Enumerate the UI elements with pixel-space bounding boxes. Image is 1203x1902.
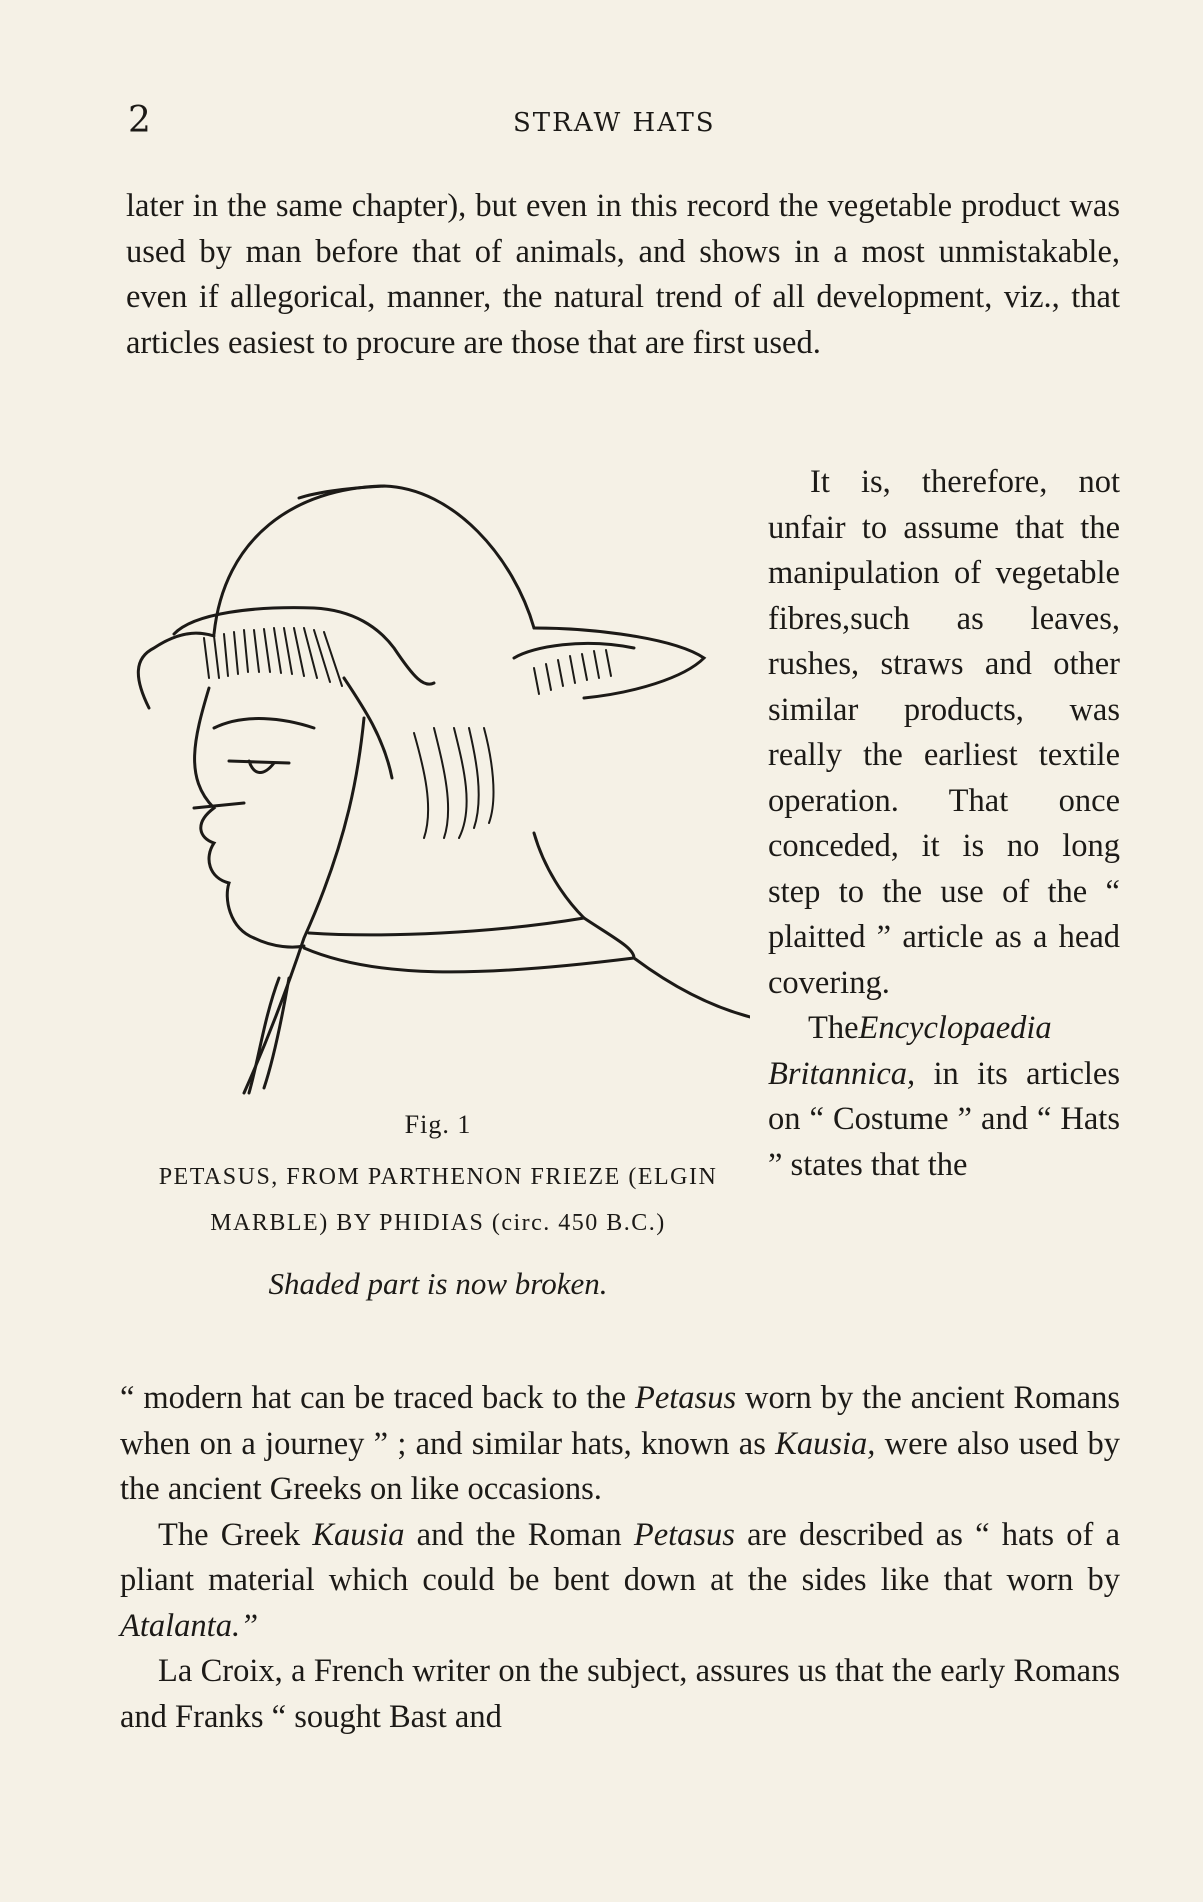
figure-note: Shaded part is now broken.: [268, 1266, 608, 1301]
brim-hatching: [204, 628, 611, 838]
running-title: STRAW HATS: [513, 108, 716, 138]
term-petasus: Petasus: [635, 1380, 737, 1416]
neck-back: [534, 833, 584, 918]
side-paragraph-2: [768, 1006, 1120, 1188]
paragraph-top: later in the same chapter), but even in this record the vegetable product was used by man before that of animals, and shows in a most unmistakable, even if allegorical, manner, the natural trend of all development, viz., that articles easiest to procure are those that are first used.: [126, 188, 1120, 361]
term-petasus-2: Petasus: [633, 1516, 735, 1553]
p2-c: are described as “ hats of a pliant material which could be bent down at the sides like that worn by: [120, 1516, 1121, 1598]
p2-a: The Greek: [158, 1516, 313, 1553]
side-paragraph-1: It is, therefore, not unfair to assume that the manipulation of vegetable fibres,such as leaves, rushes, straws and other similar products, was really the earliest textile operation. That once conceded, it is no long step to the use of the “ plaitted ” article as a head covering.: [768, 464, 1120, 1001]
page-header: [128, 100, 1118, 150]
term-kausia-2: Kausia: [312, 1516, 405, 1553]
figure-petasus-illustration: [114, 478, 750, 1098]
eyebrow: [214, 719, 314, 728]
figure-label: Fig. 1: [404, 1110, 472, 1139]
side-p2-start: The: [808, 1010, 859, 1046]
bottom-text: [120, 1376, 1120, 1740]
eye: [229, 761, 289, 773]
hat-crown: [214, 486, 534, 634]
side-p2-rest: in its articles on “ Costume ” and “ Hats ” states that the: [768, 1055, 1120, 1183]
collar-line: [309, 918, 584, 935]
cont-a: “ modern hat can be traced back to the: [120, 1380, 635, 1416]
paragraph-la-croix: La Croix, a French writer on the subject, assures us that the early Romans and Franks “ sought Bast and: [120, 1653, 1120, 1735]
page-number: 2: [128, 100, 151, 141]
paragraph-greek-roman: [120, 1513, 1120, 1650]
figure-description: PETASUS, FROM PARTHENON FRIEZE (ELGIN MARBLE) BY PHIDIAS (circ. 450 B.C.): [158, 1164, 718, 1236]
term-kausia: Kausia,: [775, 1425, 876, 1462]
petasus-drawing: [114, 478, 750, 1098]
paragraph-continuation: [120, 1376, 1120, 1513]
cont-c: were also used by the ancient Greeks on like occasions.: [120, 1425, 1120, 1507]
face-profile: [344, 678, 392, 778]
side-column-text: [768, 460, 1120, 1188]
term-atalanta: Atalanta.”: [120, 1607, 259, 1644]
p2-b: and the Roman: [404, 1516, 634, 1553]
garment-line: [304, 948, 750, 1018]
encyclopaedia-title: Encyclopaedia Britannica,: [768, 1010, 1052, 1092]
nose-mouth-chin: [195, 688, 254, 938]
cont-b: worn by the ancient Romans when on a journey ” ; and similar hats, known as: [120, 1380, 1120, 1462]
figure-caption: [130, 1110, 746, 1302]
